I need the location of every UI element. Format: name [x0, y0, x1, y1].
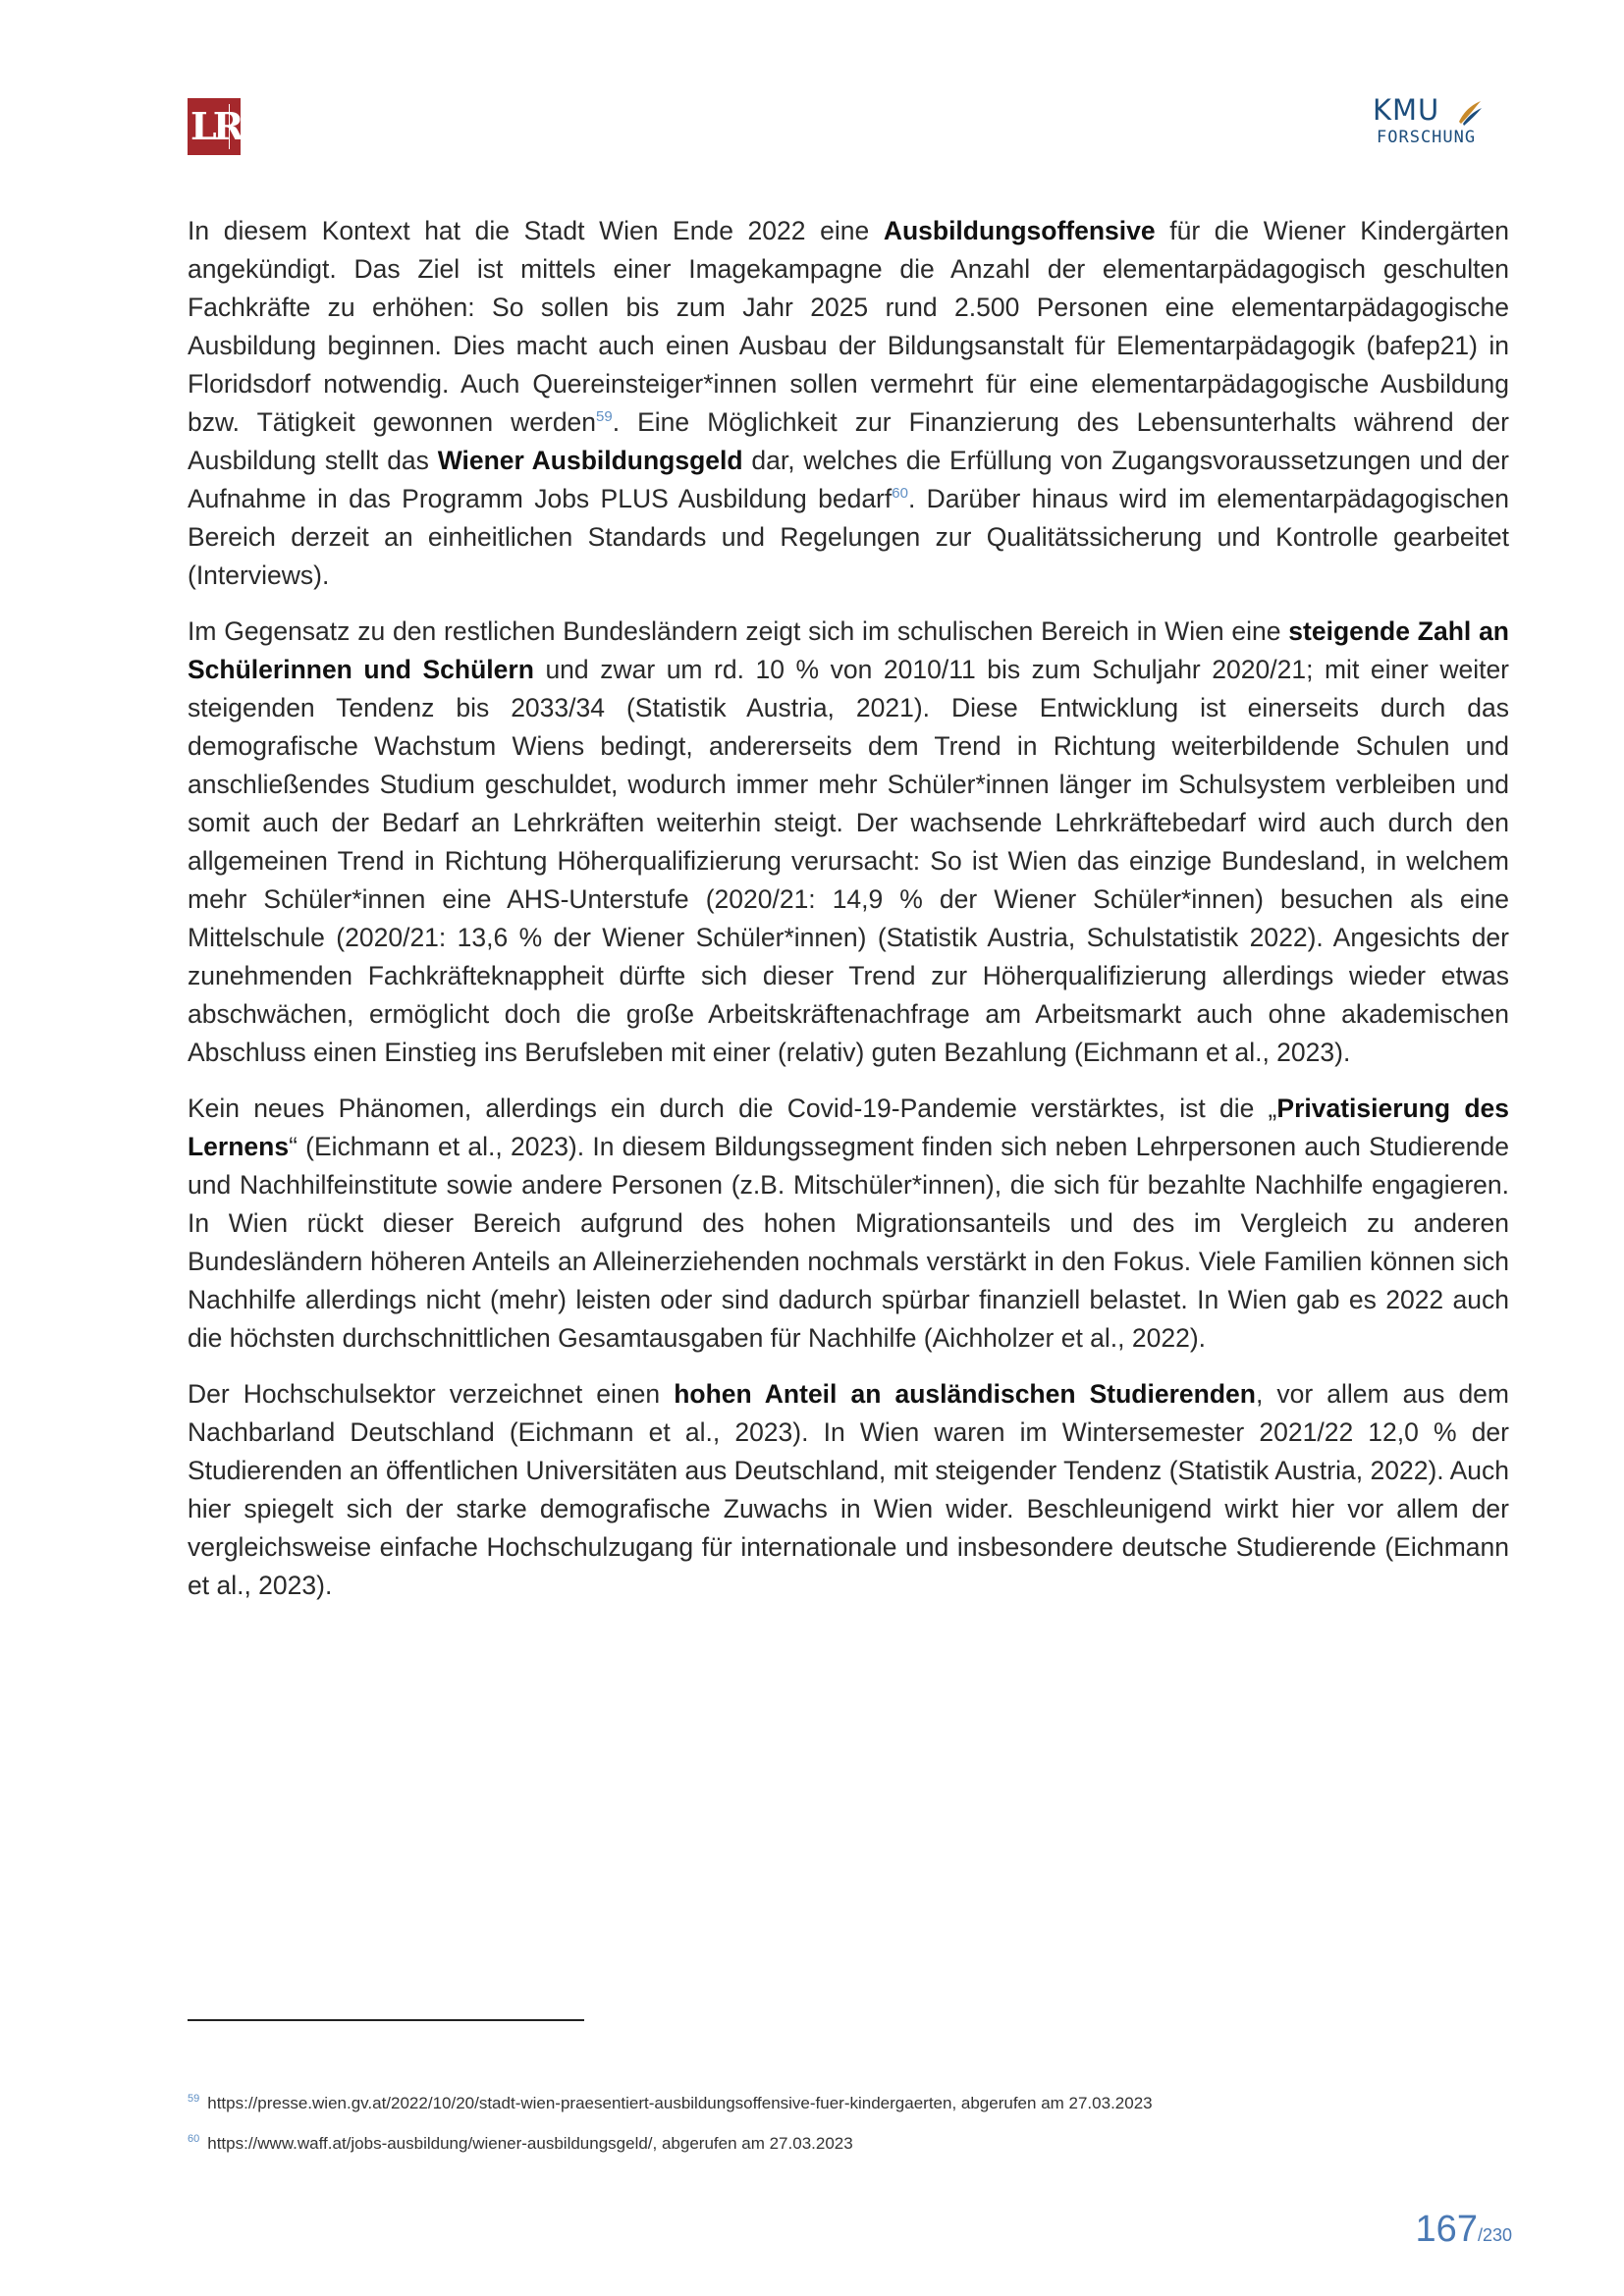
footnote-number: 59: [188, 2093, 200, 2106]
bold-term: steigende Zahl an Schülerinnen und Schülern: [188, 616, 1509, 684]
paragraph-1: [188, 212, 1509, 595]
text-run: , vor allem aus dem Nachbarland Deutschland (Eichmann et al., 2023). In Wien waren im Wintersemester 2021/22 12,0 % der Studierenden an öffentlichen Universitäten aus Deutschland, mit steigender Tendenz (Statistik Austria, 2022). Auch hier spiegelt sich der starke demografische Zuwachs in Wien wider. Beschleunigend wirkt hier vor allem der vergleichsweise einfache Hochschulzugang für internationale und insbesondere deutsche Studierende (Eichmann et al., 2023).: [188, 1379, 1509, 1600]
text-run: dar, welches die Erfüllung von Zugangsvoraussetzungen und der Aufnahme in das Programm Jobs PLUS Ausbildung bedarf: [188, 446, 1510, 513]
page-number-total: /230: [1477, 2225, 1512, 2245]
page-number-current: 167: [1415, 2209, 1478, 2250]
paragraph-4: [188, 1375, 1509, 1605]
text-run: für die Wiener Kindergärten angekündigt. Das Ziel ist mittels einer Imagekampagne die Anzahl der elementarpädagogisch geschulten Fachkräfte zu erhöhen: So sollen bis zum Jahr 2025 rund 2.500 Personen eine elementarpädagogische Ausbildung beginnen. Dies macht auch einen Ausbau der Bildungsanstalt für Elementarpädagogik (bafep21) in Floridsdorf notwendig. Auch Quereinsteiger*innen sollen vermehrt für eine elementarpädagogische Ausbildung bzw. Tätigkeit gewonnen werden: [188, 216, 1509, 437]
paragraph-2: [188, 613, 1509, 1072]
lr-logo: [188, 98, 241, 155]
bold-term: Wiener Ausbildungsgeld: [437, 446, 743, 475]
kmu-forschung-logo: [1373, 93, 1486, 155]
footnote-60: [188, 2133, 853, 2155]
footnote-ref-59[interactable]: 59: [596, 408, 613, 426]
text-run: und zwar um rd. 10 % von 2010/11 bis zum Schuljahr 2020/21; mit einer weiter steigenden Tendenz bis 2033/34 (Statistik Austria, 2021). Diese Entwicklung ist einerseits durch das demografische Wachstum Wiens bedingt, andererseits dem Trend in Richtung weiterbildende Schulen und anschließendes Studium geschuldet, wodurch immer mehr Schüler*innen länger im Schulsystem verbleiben und somit auch der Bedarf an Lehrkräften weiterhin steigt. Der wachsende Lehrkräftebedarf wird auch durch den allgemeinen Trend in Richtung Höherqualifizierung verursacht: So ist Wien das einzige Bundesland, in welchem mehr Schüler*innen eine AHS-Unterstufe (2020/21: 14,9 % der Wiener Schüler*innen) besuchen als eine Mittelschule (2020/21: 13,6 % der Wiener Schüler*innen) (Statistik Austria, Schulstatistik 2022). Angesichts der zunehmenden Fachkräfteknappheit dürfte sich dieser Trend zur Höherqualifizierung allerdings wieder etwas abschwächen, ermöglicht doch die große Arbeitskräftenachfrage am Arbeitsmarkt auch ohne akademischen Abschluss einen Einstieg ins Berufsleben mit einer (relativ) guten Bezahlung (Eichmann et al., 2023).: [188, 655, 1510, 1067]
text-run: Kein neues Phänomen, allerdings ein durch die Covid-19-Pandemie verstärktes, ist die „: [188, 1094, 1277, 1123]
kmu-logo-text: KMU: [1373, 93, 1440, 127]
text-run: In diesem Kontext hat die Stadt Wien Ende 2022 eine: [188, 216, 884, 245]
lr-logo-text: LR: [190, 104, 241, 148]
paragraph-3: [188, 1090, 1509, 1358]
text-run: Der Hochschulsektor verzeichnet einen: [188, 1379, 675, 1409]
forschung-logo-text: FORSCHUNG: [1377, 128, 1477, 147]
footnote-number: 60: [188, 2133, 200, 2146]
footnote-link[interactable]: https://presse.wien.gv.at/2022/10/20/stadt-wien-praesentiert-ausbildungsoffensive-fuer-kindergaerten, abgerufen am 27.03.2023: [207, 2094, 1153, 2112]
bold-term: Privatisierung des Lernens: [188, 1094, 1509, 1161]
page-number: [1394, 2209, 1512, 2251]
leaf-icon: [1455, 98, 1485, 128]
bold-term: Ausbildungsoffensive: [883, 216, 1156, 245]
footnote-ref-60[interactable]: 60: [892, 485, 908, 503]
bold-term: hohen Anteil an ausländischen Studierenden: [674, 1379, 1256, 1409]
lr-logo-side-line: [229, 104, 238, 149]
text-run: Im Gegensatz zu den restlichen Bundesländern zeigt sich im schulischen Bereich in Wien eine: [188, 616, 1289, 646]
text-run: “ (Eichmann et al., 2023). In diesem Bildungssegment finden sich neben Lehrpersonen auch Studierende und Nachhilfeinstitute sowie andere Personen (z.B. Mitschüler*innen), die sich für bezahlte Nachhilfe engagieren. In Wien rückt dieser Bereich aufgrund des hohen Migrationsanteils und des im Vergleich zu anderen Bundesländern höheren Anteils an Alleinerziehenden nochmals verstärkt in den Fokus. Viele Familien können sich Nachhilfe allerdings nicht (mehr) leisten oder sind dadurch spürbar finanziell belastet. In Wien gab es 2022 auch die höchsten durchschnittlichen Gesamtausgaben für Nachhilfe (Aichholzer et al., 2022).: [188, 1132, 1509, 1353]
text-run: . Darüber hinaus wird im elementarpädagogischen Bereich derzeit an einheitlichen Standards und Regelungen zur Qualitätssicherung und Kontrolle gearbeitet (Interviews).: [188, 484, 1509, 590]
footnote-divider: [188, 2019, 584, 2021]
main-text: [188, 212, 1509, 1623]
text-run: . Eine Möglichkeit zur Finanzierung des Lebensunterhalts während der Ausbildung stellt das: [188, 407, 1509, 475]
footnote-link[interactable]: https://www.waff.at/jobs-ausbildung/wiener-ausbildungsgeld/, abgerufen am 27.03.2023: [207, 2134, 853, 2153]
footnote-59: [188, 2093, 1153, 2114]
